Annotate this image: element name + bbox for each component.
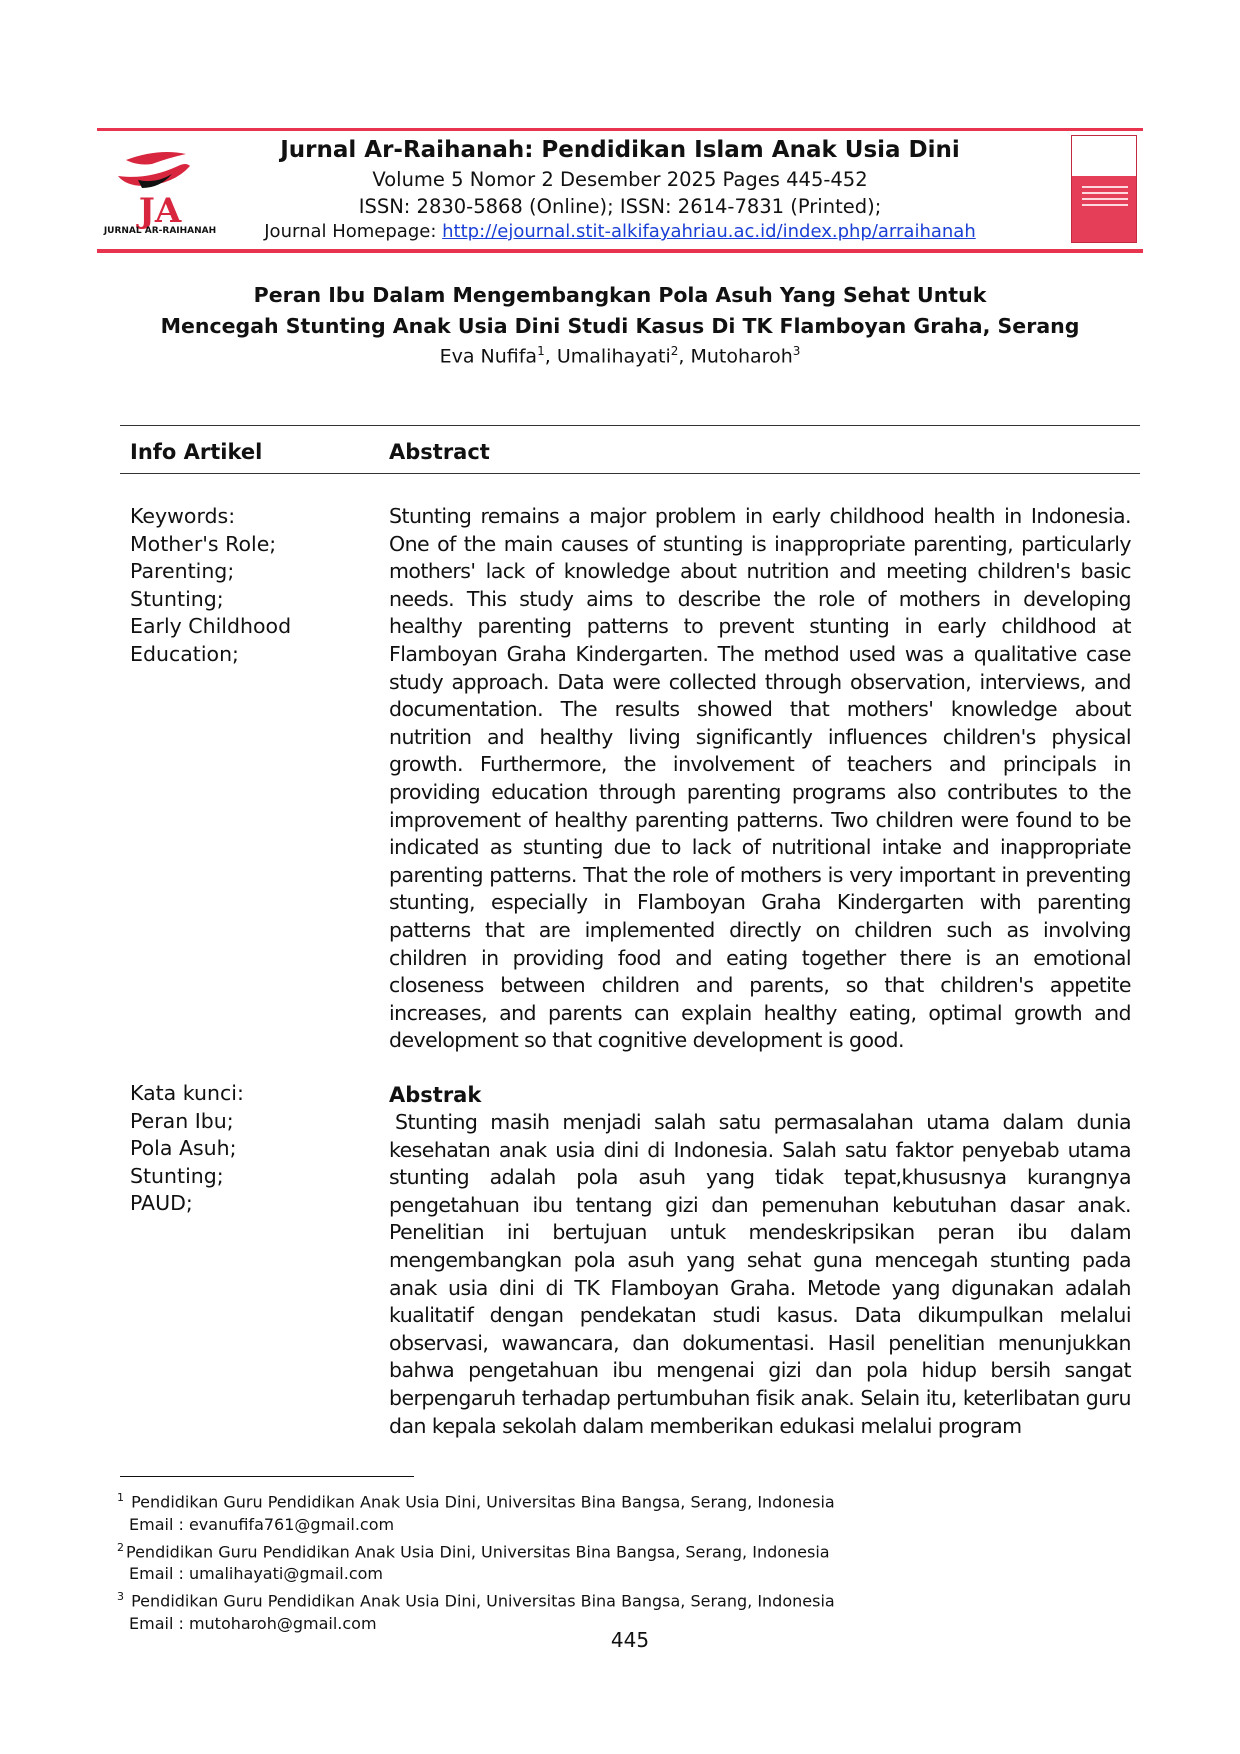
author-3: Mutoharoh [690, 345, 793, 368]
logo-caption: JURNAL AR-RAIHANAH [103, 226, 217, 236]
article-title [150, 280, 1090, 342]
keyword-item: Keywords: [130, 504, 236, 528]
keywords-id [130, 1080, 380, 1218]
footnote-rule [120, 1476, 414, 1477]
footnote-2-email: Email : umalihayati@gmail.com [129, 1564, 384, 1584]
page-number: 445 [610, 1628, 650, 1652]
keyword-item: Kata kunci: [130, 1081, 244, 1105]
footnote-3-email: Email : mutoharoh@gmail.com [129, 1613, 377, 1633]
table-top-rule [120, 425, 1140, 426]
abstract-id-text: Stunting masih menjadi salah satu permasalahan utama dalam dunia kesehatan anak usia dini di Indonesia. Salah satu faktor penyebab utama stunting adalah pola asuh yang tidak tepat,khususnya kurangnya pengetahuan ibu tentang gizi dan pemenuhan kebutuhan dasar anak. Penelitian ini bertujuan untuk mendeskripsikan peran ibu dalam mengembangkan pola asuh yang sehat guna mencegah stunting pada anak usia dini di TK Flamboyan Graha. Metode yang digunakan adalah kualitatif dengan pendekatan studi kasus. Data dikumpulkan melalui observasi, wawancara, dan dokumentasi. Hasil penelitian menunjukkan bahwa pengetahuan ibu mengenai gizi dan pola hidup bersih sangat berpengaruh terhadap pertumbuhan fisik anak. Selain itu, keterlibatan guru dan kepala sekolah dalam memberikan edukasi melalui program [389, 1110, 1131, 1438]
svg-text:JA: JA [138, 191, 182, 231]
table-header-rule [120, 473, 1140, 474]
header-top-rule [97, 128, 1143, 131]
info-artikel-header: Info Artikel [130, 440, 263, 464]
journal-header [230, 134, 1010, 244]
author-1-sup: 1 [537, 344, 545, 358]
cover-text-lines [1082, 186, 1128, 188]
abstrak-header: Abstrak [389, 1083, 482, 1107]
keyword-item: Stunting; [130, 586, 224, 611]
journal-issn: ISSN: 2830-5868 (Online); ISSN: 2614-7831 (Printed); [358, 195, 882, 218]
footnote-3 [117, 1586, 1017, 1613]
footnote-1-affiliation: Pendidikan Guru Pendidikan Anak Usia Dini, Universitas Bina Bangsa, Serang, Indonesia [131, 1492, 835, 1512]
footnotes [117, 1487, 1017, 1636]
author-2-sup: 2 [670, 344, 679, 358]
abstract-en-text: Stunting remains a major problem in early childhood health in Indonesia. One of the main causes of stunting is inappropriate parenting, particularly mothers' lack of knowledge about nutrition and meeting children's basic needs. This study aims to describe the role of mothers in developing healthy parenting patterns to prevent stunting in early childhood at Flamboyan Graha Kindergarten. The method used was a qualitative case study approach. Data were collected through observation, interviews, and documentation. The results showed that mothers' knowledge about nutrition and healthy living significantly influences children's physical growth. Furthermore, the involvement of teachers and principals in providing education through parenting programs also contributes to the improvement of healthy parenting patterns. Two children were found to be indicated as stunting due to lack of nutritional intake and inappropriate parenting patterns. That the role of mothers is very important in preventing stunting, especially in Flamboyan Graha Kindergarten with parenting patterns that are implemented directly on children such as involving children in providing food and eating together there is an emotional closeness between children and parents, so that children's appetite increases, and parents can explain healthy eating, optimal growth and development so that cognitive development is good. [389, 504, 1131, 1053]
keyword-item: Peran Ibu; [130, 1108, 234, 1133]
footnote-2-sup: 2 [117, 1540, 124, 1554]
keyword-item: Stunting; [130, 1163, 224, 1188]
footnote-3-affiliation: Pendidikan Guru Pendidikan Anak Usia Dini, Universitas Bina Bangsa, Serang, Indonesia [131, 1591, 835, 1611]
article-title-line-2: Mencegah Stunting Anak Usia Dini Studi Kasus Di TK Flamboyan Graha, Serang [160, 314, 1080, 338]
journal-homepage [230, 220, 1010, 244]
abstract-header: Abstract [389, 440, 490, 464]
author-1: Eva Nufifa [439, 345, 538, 368]
footnote-2-affiliation: Pendidikan Guru Pendidikan Anak Usia Dini, Universitas Bina Bangsa, Serang, Indonesia [126, 1541, 830, 1561]
footnote-2 [117, 1537, 1017, 1564]
journal-volume: Volume 5 Nomor 2 Desember 2025 Pages 445-452 [372, 168, 868, 191]
keyword-item: PAUD; [130, 1191, 193, 1215]
header-bottom-rule [97, 249, 1143, 253]
author-list: Eva Nufifa$^1$, Umalihayati$^2$, Mutoharoh$^3$ [439, 344, 801, 368]
keyword-item: Parenting; [130, 559, 235, 583]
cover-logo-area [1072, 136, 1136, 176]
footnote-3-sup: 3 [117, 1590, 124, 1604]
keyword-item: Early Childhood [130, 614, 292, 638]
keyword-item: Education; [130, 641, 239, 666]
homepage-link[interactable]: http://ejournal.stit-alkifayahriau.ac.id/index.php/arraihanah [442, 221, 976, 242]
keyword-item: Mother's Role; [130, 531, 277, 556]
homepage-label: Journal Homepage: [264, 221, 443, 242]
keywords-en [130, 503, 380, 668]
article-title-line-1: Peran Ibu Dalam Mengembangkan Pola Asuh Yang Sehat Untuk [253, 283, 987, 307]
footnote-1-sup: 1 [117, 1491, 124, 1504]
footnote-1 [117, 1487, 1017, 1514]
footnote-1-email: Email : evanufifa761@gmail.com [129, 1514, 395, 1534]
journal-title: Jurnal Ar-Raihanah: Pendidikan Islam Anak Usia Dini [280, 137, 960, 163]
keyword-item: Pola Asuh; [130, 1136, 237, 1160]
journal-cover-thumbnail [1071, 135, 1137, 243]
author-2: Umalihayati [556, 345, 671, 368]
author-3-sup: 3 [792, 344, 801, 358]
